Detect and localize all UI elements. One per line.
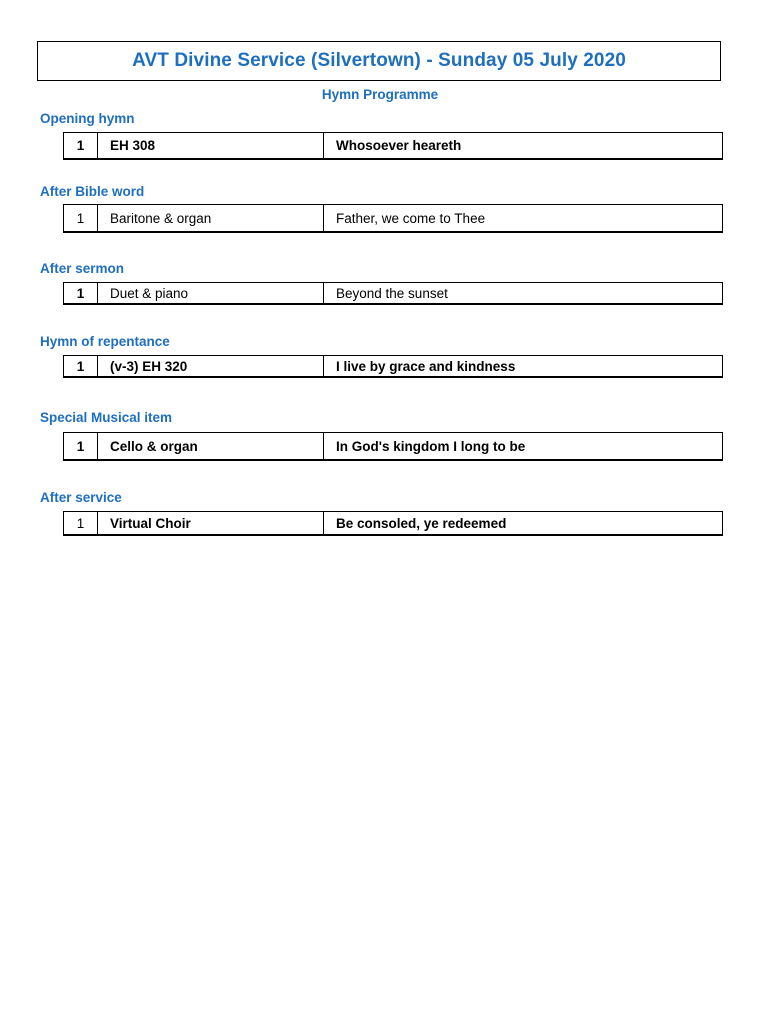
hymn-number: 1: [64, 433, 98, 459]
hymn-row-opening-hymn: [63, 132, 723, 160]
hymn-title: Be consoled, ye redeemed: [336, 515, 507, 531]
hymn-number: 1: [64, 205, 98, 231]
hymn-instrument: Virtual Choir: [98, 512, 324, 534]
section-label-special-musical-item: Special Musical item: [40, 410, 173, 425]
hymn-instrument: EH 308: [98, 133, 324, 158]
hymn-row-after-service: [63, 511, 723, 536]
hymn-number: 1: [64, 356, 98, 376]
page-title-box: [37, 41, 721, 81]
hymn-instrument: (v-3) EH 320: [98, 356, 324, 376]
hymn-instrument: Cello & organ: [98, 433, 324, 459]
hymn-title: Father, we come to Thee: [336, 210, 486, 226]
section-label-hymn-of-repentance: Hymn of repentance: [40, 334, 170, 349]
hymn-row-after-bible-word: [63, 204, 723, 233]
hymn-instrument: Duet & piano: [98, 283, 324, 303]
hymn-number: 1: [64, 512, 98, 534]
section-label-opening-hymn: Opening hymn: [40, 111, 135, 126]
hymn-title: In God's kingdom I long to be: [336, 438, 526, 454]
hymn-title: Whosoever heareth: [336, 138, 462, 153]
hymn-instrument: Baritone & organ: [98, 205, 324, 231]
section-label-after-service: After service: [40, 490, 122, 505]
page-title: AVT Divine Service (Silvertown) - Sunday 05 July 2020: [132, 50, 626, 71]
section-label-after-bible-word: After Bible word: [40, 184, 145, 199]
hymn-number: 1: [64, 283, 98, 303]
section-label-after-sermon: After sermon: [40, 261, 125, 276]
hymn-row-hymn-of-repentance: [63, 355, 723, 378]
hymn-row-special-musical-item: [63, 432, 723, 461]
hymn-row-after-sermon: [63, 282, 723, 305]
page-subtitle: Hymn Programme: [321, 87, 439, 102]
hymn-title: I live by grace and kindness: [336, 358, 516, 374]
hymn-number: 1: [64, 133, 98, 158]
hymn-title: Beyond the sunset: [336, 285, 448, 301]
